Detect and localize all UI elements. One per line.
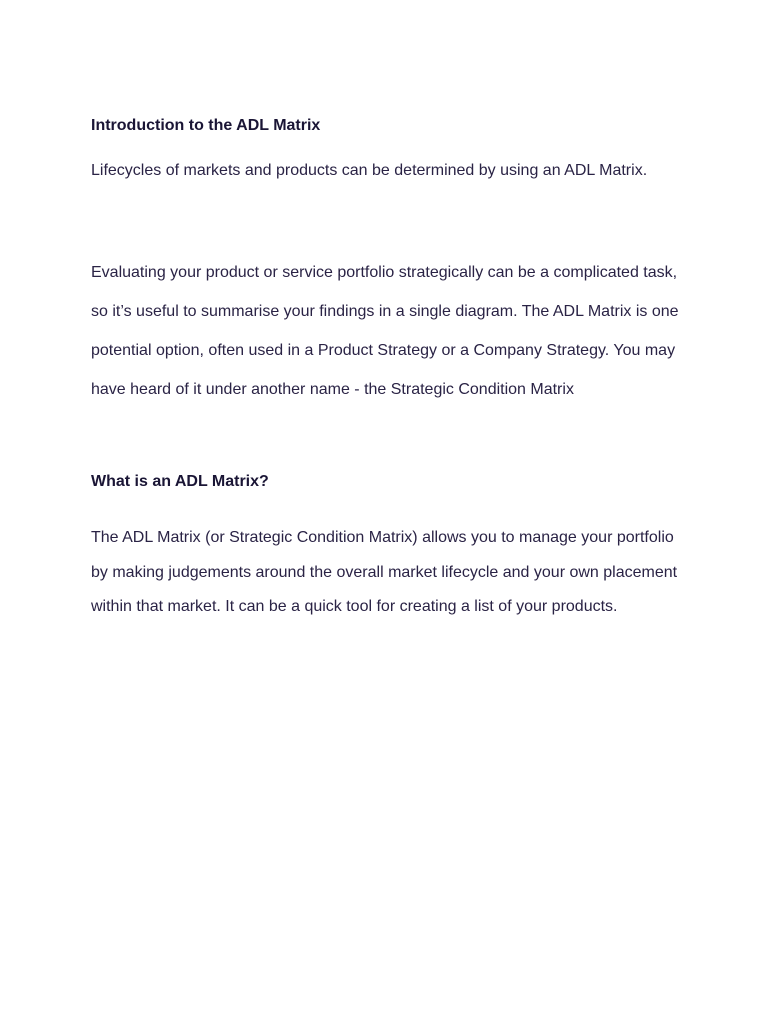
intro-paragraph-1: Lifecycles of markets and products can be determined by using an ADL Matrix. bbox=[91, 162, 648, 179]
intro-paragraph-2: Evaluating your product or service portfolio strategically can be a complicated task, so it’s useful to summarise your findings in a single diagram. The ADL Matrix is one potential option, often used in a Product Strategy or a Company Strategy. You may have heard of it under another name - the Strategic Condition Matrix bbox=[91, 264, 679, 398]
what-is-paragraph: The ADL Matrix (or Strategic Condition Matrix) allows you to manage your portfolio by making judgements around the overall market lifecycle and your own placement within that market. It can be a quick tool for creating a list of your products. bbox=[91, 529, 678, 615]
intro-heading: Introduction to the ADL Matrix bbox=[91, 117, 321, 134]
what-is-heading: What is an ADL Matrix? bbox=[91, 473, 269, 490]
